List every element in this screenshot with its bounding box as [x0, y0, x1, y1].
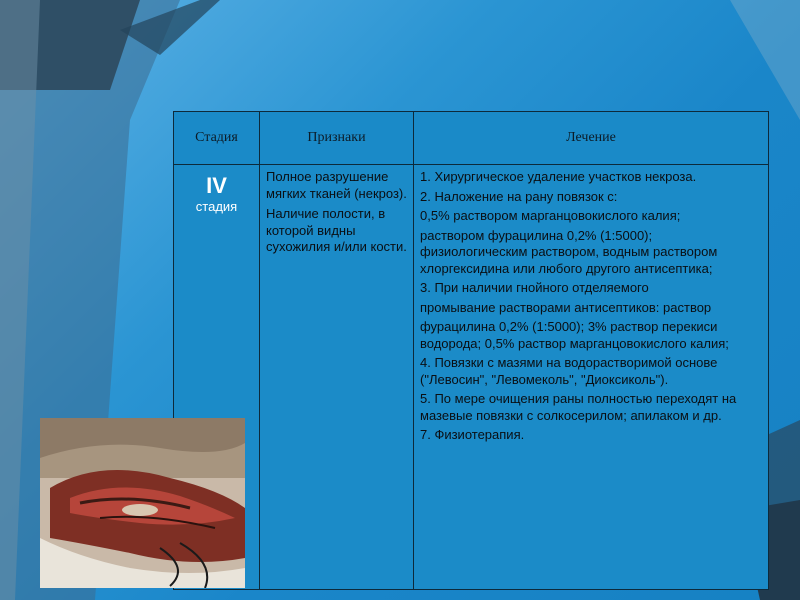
stage-number: IV: [206, 173, 227, 198]
treatment-item: 4. Повязки с мазями на водорастворимой основе ("Левосин", "Левомеколь", "Диоксиколь").: [420, 355, 718, 387]
treatment-item: 3. При наличии гнойного отделяемого: [420, 280, 649, 295]
header-stage: Стадия: [174, 112, 260, 165]
sign-item: Полное разрушение мягких тканей (некроз).: [266, 169, 407, 201]
treatment-item: 7. Физиотерапия.: [420, 427, 525, 442]
treatment-item: 0,5% раствором марганцовокислого калия;: [420, 208, 681, 223]
treatment-item: 2. Наложение на рану повязок с:: [420, 188, 618, 204]
header-treatment: Лечение: [414, 112, 769, 165]
table-row: [174, 165, 769, 590]
treatment-item: 1. Хирургическое удаление участков некроза.: [420, 169, 697, 184]
treatment-item: промывание растворами антисептиков: раствор: [420, 299, 712, 315]
sign-item: Наличие полости, в которой видны сухожилия и/или кости.: [266, 206, 407, 254]
table-header-row: [174, 112, 769, 165]
treatment-cell: [414, 165, 769, 590]
header-signs: Признаки: [260, 112, 414, 165]
treatment-item: 5. По мере очищения раны полностью переходят на мазевые повязки с солкосерилом; апилаком и др.: [420, 391, 737, 423]
info-table-container: [173, 111, 768, 590]
wound-photo: [40, 418, 245, 588]
stage-table: [173, 111, 769, 590]
signs-cell: [260, 165, 414, 590]
stage-word: стадия: [195, 199, 238, 214]
treatment-item: фурацилина 0,2% (1:5000); 3% раствор перекиси водорода; 0,5% раствор марганцовокислого калия;: [420, 319, 729, 351]
treatment-item: раствором фурацилина 0,2% (1:5000); физиологическим раствором, водным раствором хлоргексидина или любого другого антисептика;: [420, 227, 718, 276]
